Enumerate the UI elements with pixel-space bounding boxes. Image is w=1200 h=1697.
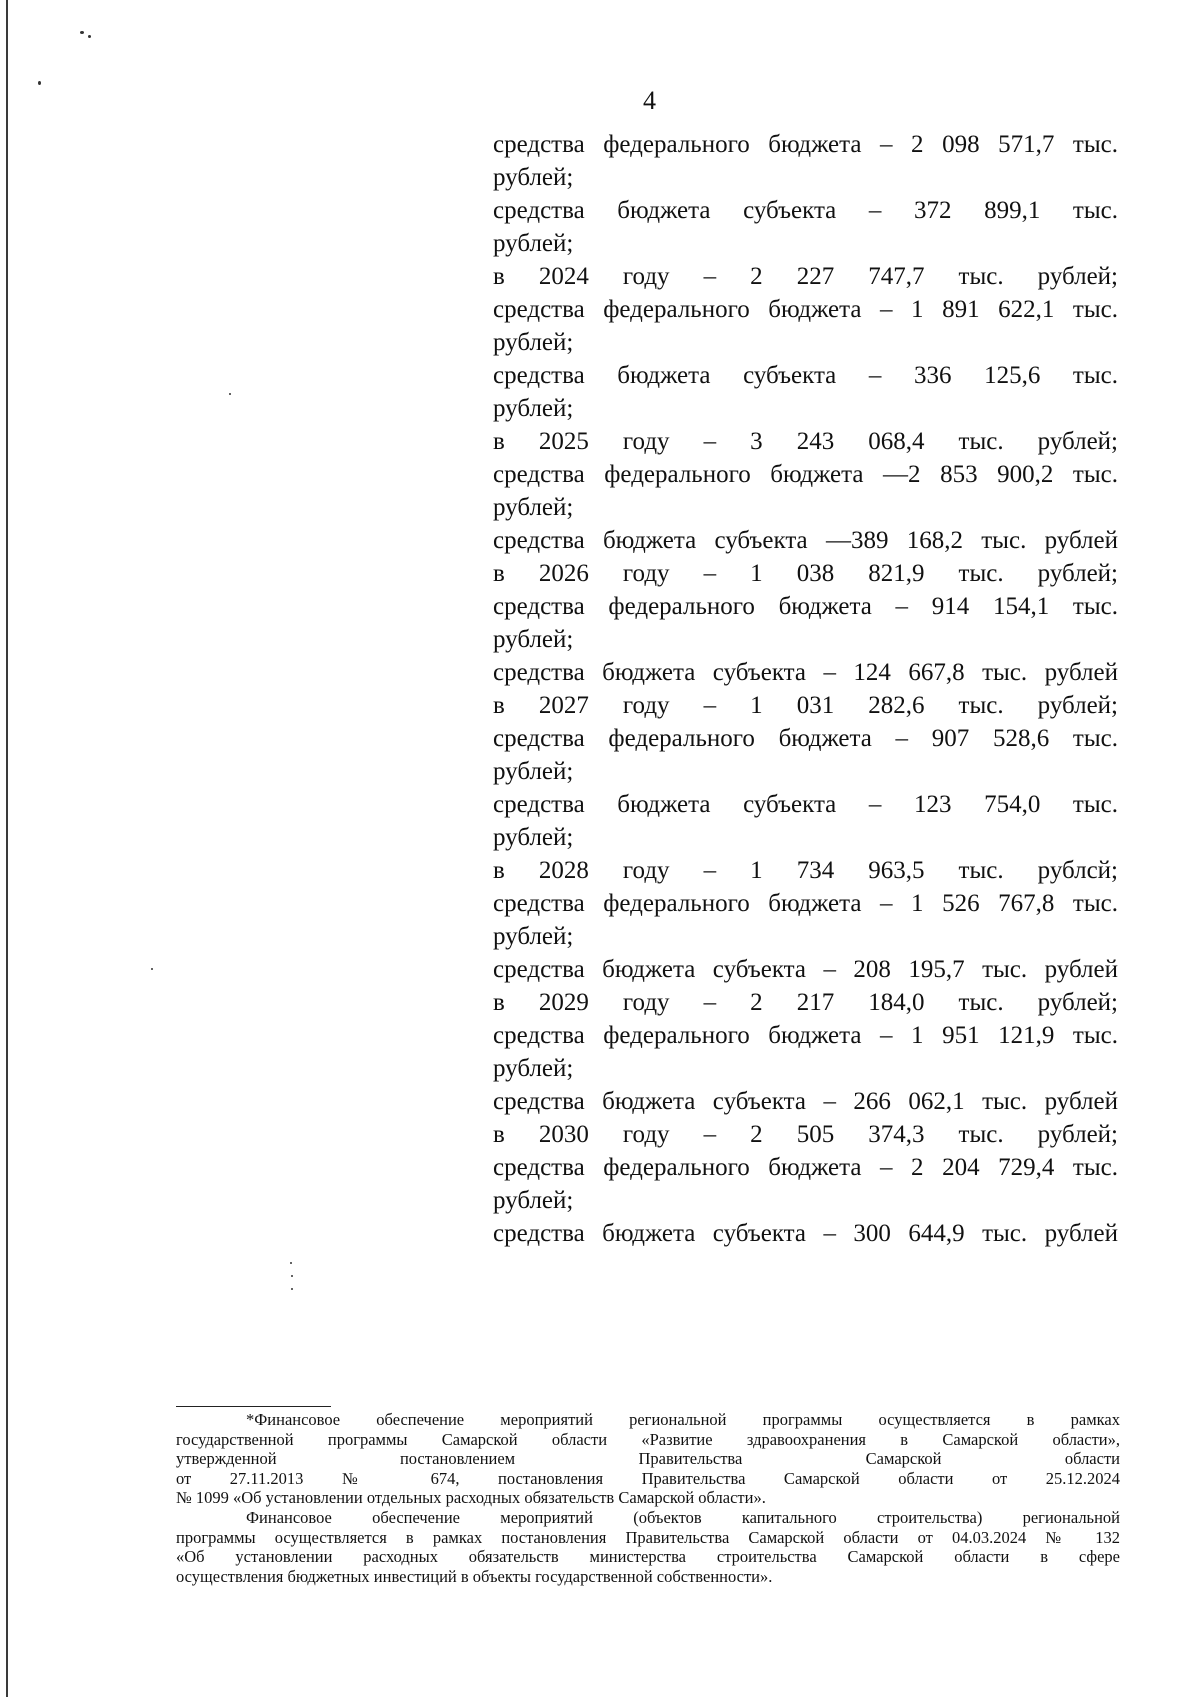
budget-line: рублей; — [493, 494, 574, 521]
budget-line: рублей; — [493, 824, 574, 851]
budget-line: средства федерального бюджета – 907 528,6 тыс. — [493, 725, 1118, 752]
budget-line: в 2029 году – 2 217 184,0 тыс. рублей; — [493, 989, 1118, 1016]
scan-speck — [229, 393, 231, 395]
budget-line: средства федерального бюджета – 1 951 121,9 тыс. — [493, 1022, 1118, 1049]
footnote-separator — [176, 1406, 331, 1407]
budget-line: рублей; — [493, 1187, 574, 1214]
footnote-line: Финансовое обеспечение мероприятий (объектов капитального строительства) региональной — [246, 1507, 1120, 1527]
budget-line: средства бюджета субъекта – 266 062,1 тыс. рублей — [493, 1088, 1118, 1115]
budget-line: средства федерального бюджета – 2 098 571,7 тыс. — [493, 131, 1118, 158]
budget-line: средства бюджета субъекта —389 168,2 тыс. рублей — [493, 527, 1118, 554]
scan-speck — [291, 1288, 293, 1290]
scan-speck — [291, 1275, 293, 1277]
footnotes — [176, 1410, 1120, 1586]
budget-line: рублей; — [493, 230, 574, 257]
budget-line: средства федерального бюджета —2 853 900,2 тыс. — [493, 461, 1118, 488]
budget-line: средства федерального бюджета – 1 891 622,1 тыс. — [493, 296, 1118, 323]
footnote-line: *Финансовое обеспечение мероприятий региональной программы осуществляется в рамках — [246, 1410, 1120, 1429]
scan-speck — [290, 1262, 292, 1264]
footnote-line: программы осуществляется в рамках постановления Правительства Самарской области от 04.03.2024 № 132 — [176, 1527, 1120, 1547]
budget-line: средства бюджета субъекта – 124 667,8 тыс. рублей — [493, 659, 1118, 686]
budget-line: рублей; — [493, 395, 574, 422]
budget-line: средства бюджета субъекта – 372 899,1 тыс. — [493, 197, 1118, 224]
footnote-line: осуществления бюджетных инвестиций в объекты государственной собственности». — [176, 1566, 773, 1586]
budget-line: рублей; — [493, 923, 574, 950]
budget-line: средства федерального бюджета – 914 154,1 тыс. — [493, 593, 1118, 620]
scan-speck — [88, 35, 91, 38]
footnote-line: «Об установлении расходных обязательств министерства строительства Самарской области в сфере — [176, 1547, 1120, 1567]
scan-speck — [80, 31, 84, 34]
budget-line: средства бюджета субъекта – 300 644,9 тыс. рублей — [493, 1220, 1118, 1247]
budget-line: рублей; — [493, 626, 574, 653]
budget-line: в 2024 году – 2 227 747,7 тыс. рублей; — [493, 263, 1118, 290]
budget-line: рублей; — [493, 1055, 574, 1082]
budget-allocation-list — [493, 128, 1118, 1250]
footnote-line: № 1099 «Об установлении отдельных расходных обязательств Самарской области». — [176, 1488, 766, 1508]
scan-speck — [38, 81, 41, 85]
budget-line: в 2028 году – 1 734 963,5 тыс. рублсй; — [493, 857, 1118, 884]
budget-line: средства бюджета субъекта – 336 125,6 тыс. — [493, 362, 1118, 389]
budget-line: рублей; — [493, 329, 574, 356]
budget-line: рублей; — [493, 758, 574, 785]
footnote-line: государственной программы Самарской области «Развитие здравоохранения в Самарской области», — [176, 1429, 1120, 1449]
page-binding-edge — [6, 0, 8, 1697]
footnote-line: утвержденной постановлением Правительства Самарской области — [176, 1449, 1120, 1469]
budget-line: в 2026 году – 1 038 821,9 тыс. рублей; — [493, 560, 1118, 587]
budget-line: средства бюджета субъекта – 123 754,0 тыс. — [493, 791, 1118, 818]
budget-line: средства бюджета субъекта – 208 195,7 тыс. рублей — [493, 956, 1118, 983]
budget-line: в 2025 году – 3 243 068,4 тыс. рублей; — [493, 428, 1118, 455]
scan-speck — [151, 968, 153, 970]
footnote-line: от 27.11.2013 № 674, постановления Правительства Самарской области от 25.12.2024 — [176, 1468, 1120, 1488]
budget-line: в 2027 году – 1 031 282,6 тыс. рублей; — [493, 692, 1118, 719]
budget-line: средства федерального бюджета – 1 526 767,8 тыс. — [493, 890, 1118, 917]
page-number: 4 — [643, 86, 656, 115]
budget-line: средства федерального бюджета – 2 204 729,4 тыс. — [493, 1154, 1118, 1181]
budget-line: в 2030 году – 2 505 374,3 тыс. рублей; — [493, 1121, 1118, 1148]
budget-line: рублей; — [493, 164, 574, 191]
